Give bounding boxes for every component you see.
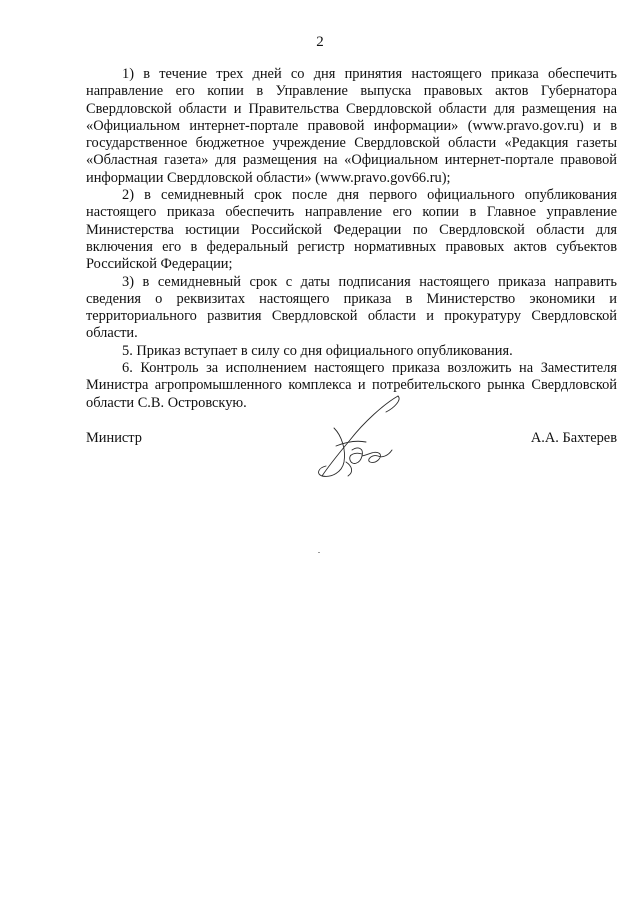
paragraph-control: 6. Контроль за исполнением настоящего приказа возложить на Заместителя Министра агропромышленного комплекса и потребительского рынка Свердловской области С.В. Островскую. (86, 360, 617, 411)
signer-title: Министр (86, 430, 142, 446)
paragraph-effective-date: 5. Приказ вступает в силу со дня официального опубликования. (122, 342, 513, 359)
paragraph-publication-portal: 1) в течение трех дней со дня принятия настоящего приказа обеспечить направление его копии в Управление выпуска правовых актов Губернатора Свердловской области и Правительства Свердловской области для размещения на «Официальном интернет-портале правовой информации» (www.pravo.gov.ru) и в государственное бюджетное учреждение Свердловской области «Редакция газеты «Областная газета» для размещения на «Официальном интернет-портале правовой информации Свердловской области» (www.pravo.gov66.ru); (86, 66, 617, 186)
scan-artifact (318, 552, 320, 553)
paragraph-federal-register: 2) в семидневный срок после дня первого официального опубликования настоящего приказа обеспечить направление его копии в Главное управление Министерства юстиции Российской Федерации по Свердловской области для включения его в федеральный регистр нормативных правовых актов субъектов Российской Федерации; (86, 187, 617, 273)
document-body (86, 66, 617, 412)
paragraph-requisites: 3) в семидневный срок с даты подписания настоящего приказа направить сведения о реквизитах настоящего приказа в Министерство экономики и территориального развития Свердловской области и прокуратуру Свердловской области. (86, 273, 617, 342)
page-number: 2 (316, 34, 324, 50)
signer-name: А.А. Бахтерев (530, 430, 617, 446)
handwritten-signature (306, 392, 412, 484)
